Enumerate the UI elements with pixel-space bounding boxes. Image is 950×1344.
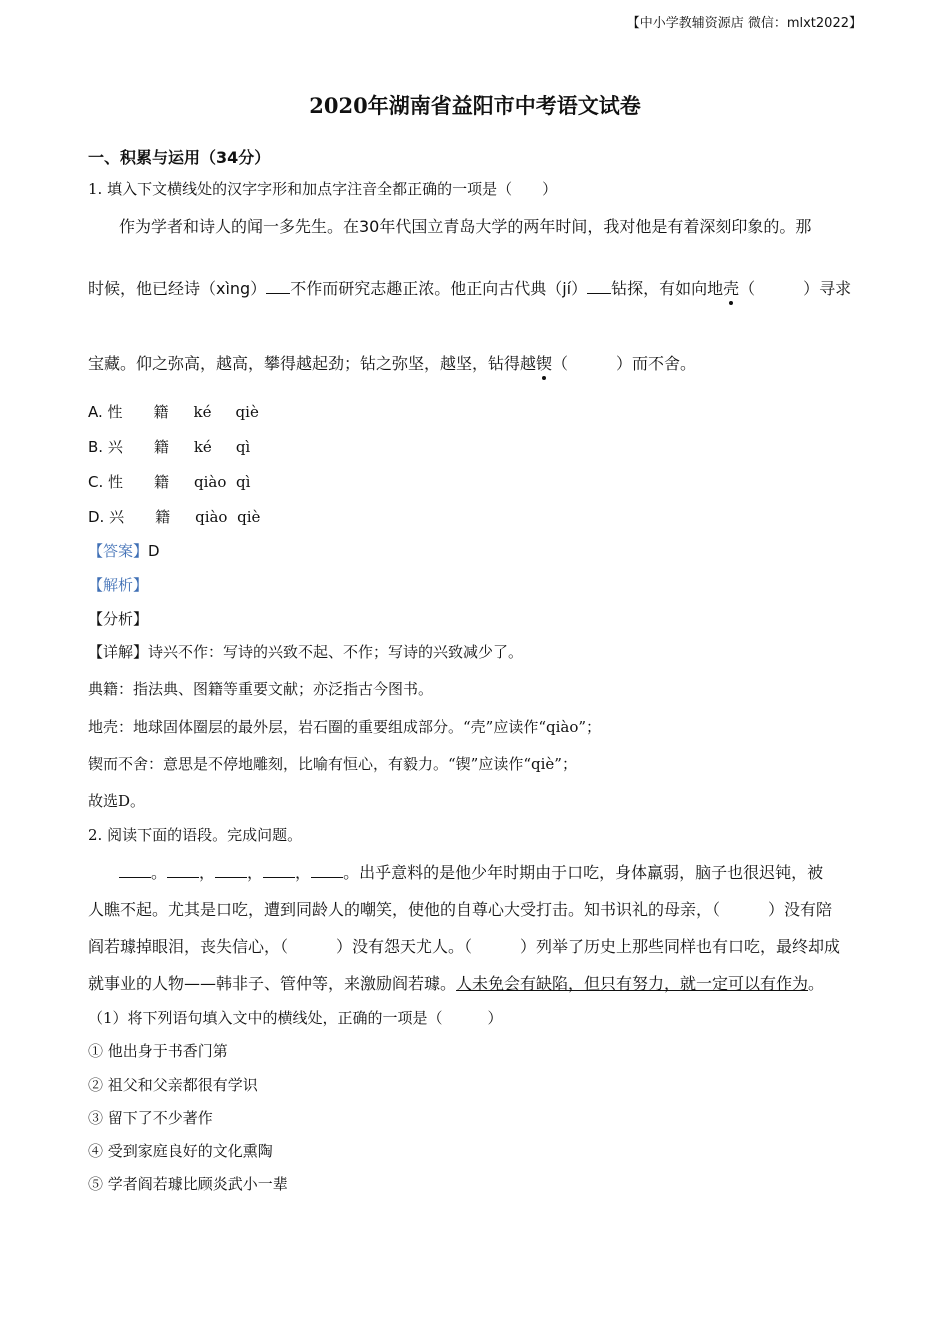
- q2-item-4: ④ 受到家庭良好的文化熏陶: [88, 1142, 273, 1160]
- q1-line3-part-a: 宝藏。仰之弥高，越高，攀得越起劲；钻之弥坚，越坚，钻得越: [88, 354, 537, 373]
- option-d: D. 兴 籍 qiào qiè: [88, 508, 261, 526]
- q2-item-3: ③ 留下了不少著作: [88, 1109, 213, 1127]
- explanation-diqiao: 地壳：地球固体圈层的最外层，岩石圈的重要组成部分。“壳”应读作“qiào”；: [88, 718, 602, 736]
- answer-line: [88, 540, 160, 561]
- q1-line2-part-d: （ ）寻求: [739, 279, 852, 298]
- q1-passage-line2: [88, 276, 851, 299]
- dotted-char-qiao: 壳: [723, 276, 739, 299]
- blank-2: [587, 279, 611, 294]
- fenxi-tag: 【分析】: [88, 610, 149, 628]
- emphasis-dot: [729, 301, 733, 305]
- conclusion-line: 故选D。: [88, 792, 146, 810]
- q2-passage-line3: 阎若璩掉眼泪，丧失信心，（ ）没有怨天尤人。（ ）列举了历史上那些同样也有口吃，最终却成: [88, 937, 841, 956]
- q1-line2-part-a: 时候，他已经诗（xìng）: [88, 279, 267, 298]
- q2-item-1: ① 他出身于书香门第: [88, 1042, 228, 1060]
- option-a: A. 性 籍 ké qiè: [88, 403, 259, 421]
- answer-tag: 【答案】: [88, 542, 149, 560]
- q2-blank-4: [263, 863, 295, 878]
- blank-1: [266, 279, 290, 294]
- q1-line3-part-b: （ ）而不舍。: [552, 354, 697, 373]
- q2-item-2: ② 祖父和父亲都很有学识: [88, 1076, 258, 1094]
- explanation-qieershe: 锲而不舍：意思是不停地雕刻，比喻有恒心，有毅力。“锲”应读作“qiè”；: [88, 755, 577, 773]
- q1-line2-part-b: 不作而研究志趣正浓。他正向古代典（jí）: [290, 279, 588, 298]
- analysis-tag: 【解析】: [88, 576, 149, 594]
- section-heading: 一、积累与运用（34分）: [88, 148, 271, 167]
- q2-blank-5: [311, 863, 343, 878]
- q2-passage-line1: 。 ， ， ， 。出乎意料的是他少年时期由于口吃，身体羸弱，脑子也很迟钝，被: [119, 860, 823, 883]
- page-title: 2020年湖南省益阳市中考语文试卷: [309, 93, 641, 118]
- answer-value: D: [148, 542, 160, 560]
- option-c: C. 性 籍 qiào qì: [88, 473, 251, 491]
- q2-passage-line4: 就事业的人物——韩非子、管仲等，来激励阎若璩。人未免会有缺陷，但只有努力，就一定可以有作为。: [88, 974, 825, 993]
- q2-stem: 2. 阅读下面的语段。完成问题。: [88, 826, 303, 844]
- watermark: 【中小学教辅资源店 微信：mlxt2022】: [626, 16, 862, 31]
- q1-stem: 1. 填入下文横线处的汉字字形和加点字注音全都正确的一项是（ ）: [88, 180, 558, 198]
- q1-passage-line3: [88, 351, 696, 374]
- explanation-dianji: 典籍：指法典、图籍等重要文献；亦泛指古今图书。: [88, 680, 434, 698]
- q2-blank-1: [119, 863, 151, 878]
- q2-blank-2: [167, 863, 199, 878]
- q2-item-5: ⑤ 学者阎若璩比顾炎武小一辈: [88, 1175, 288, 1193]
- q2-blank-3: [215, 863, 247, 878]
- emphasis-dot: [542, 376, 546, 380]
- q1-passage-line1: 作为学者和诗人的闻一多先生。在30年代国立青岛大学的两年时间，我对他是有着深刻印象的。那: [119, 217, 812, 236]
- detail-line: 【详解】诗兴不作：写诗的兴致不起、不作；写诗的兴致减少了。: [88, 643, 524, 661]
- q2-sub1-stem: （1）将下列语句填入文中的横线处，正确的一项是（ ）: [88, 1009, 503, 1027]
- q1-line2-part-c: 钻探，有如向地: [611, 279, 724, 298]
- q2-passage-line2: 人瞧不起。尤其是口吃，遭到同龄人的嘲笑，使他的自尊心大受打击。知书识礼的母亲，（ ）没有陪: [88, 900, 833, 919]
- underlined-sentence: 人未免会有缺陷，但只有努力，就一定可以有作为: [456, 974, 809, 993]
- dotted-char-qie: 锲: [536, 351, 552, 374]
- option-b: B. 兴 籍 ké qì: [88, 438, 251, 456]
